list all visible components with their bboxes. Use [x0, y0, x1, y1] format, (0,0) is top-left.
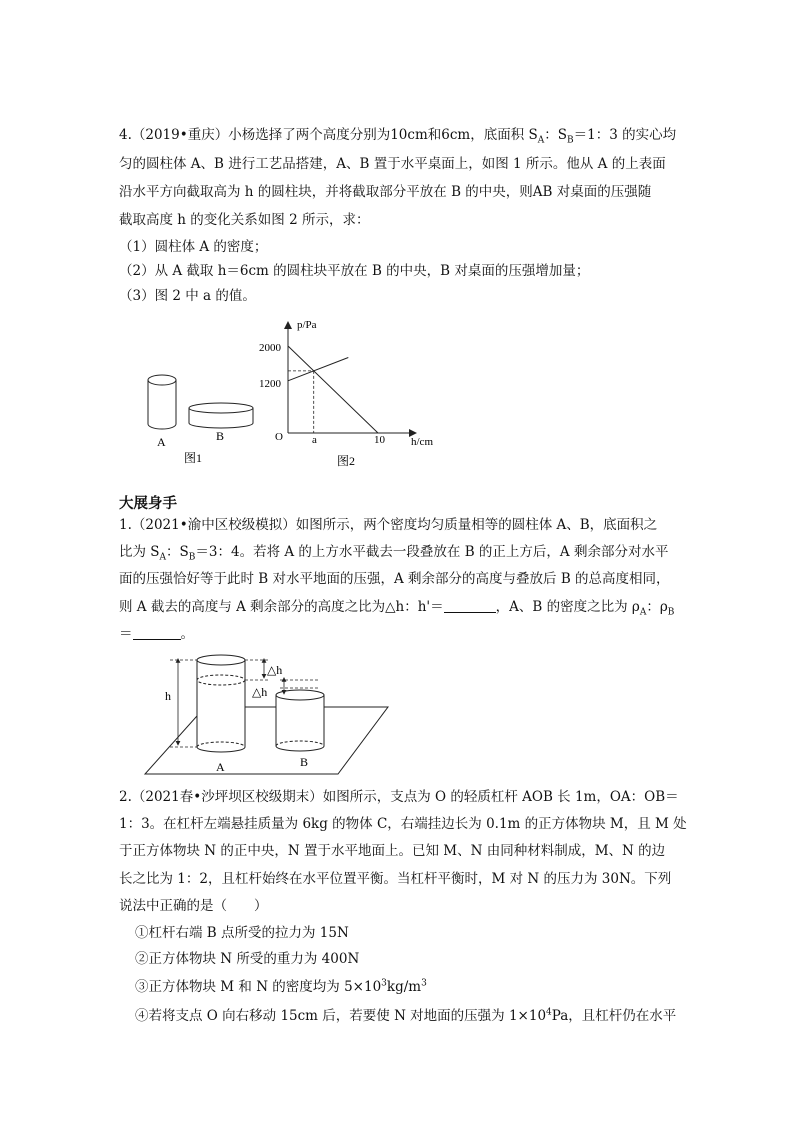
p1-line-2: 比为 $S_A$：$S_B=3$：4。若将 A 的上方水平截去一段叠放在 B 的正上方后，A 剩余部分对水平	[119, 544, 669, 563]
p1-figure	[140, 650, 400, 780]
option-1: ①杠杆右端 B 点所受的拉力为 15N	[135, 925, 349, 941]
cylinder-b-figure-label: B	[300, 755, 309, 769]
q4-line-4: 截取高度 h 的变化关系如图 2 所示，求：	[119, 212, 370, 228]
p2-line-1: 2.（2021春•沙坪坝区校级期末）如图所示，支点为 O 的轻质杠杆 AOB 长 1m，OA：OB＝	[119, 789, 679, 805]
horizontal-plane	[145, 707, 388, 774]
series-a-line	[288, 346, 378, 433]
cylinder-a-figure-label: A	[216, 760, 225, 774]
p2-line-4: 长之比为 1：2，且杠杆始终在水平位置平衡。当杠杆平衡时，M 对 N 的压力为 30N。下列	[119, 871, 672, 887]
option-3: ③正方体物块 M 和 N 的密度均为 $5\times 10^3kg/m^3$	[135, 978, 427, 995]
cylinder-a	[148, 375, 176, 429]
cylinder-a-figure	[197, 655, 245, 752]
q4-line-1: 4.（2019•重庆）小杨选择了两个高度分别为10cm和6cm，底面积 $S_A$：$S_B=1$：3 的实心均	[119, 127, 677, 146]
origin-label: O	[275, 431, 283, 443]
figure-1-caption: 图1	[184, 451, 203, 465]
cylinder-b-figure	[276, 690, 324, 751]
answer-blank-2[interactable]	[133, 626, 181, 640]
p1-line-4: 则 A 截去的高度与 A 剩余部分的高度之比为△h：h'＝ ，A、B 的密度之比为 $\rho_A$：$\rho_B$	[119, 599, 675, 618]
q4-line-2: 匀的圆柱体 A、B 进行工艺品搭建，A、B 置于水平桌面上，如图 1 所示。他从 A 的上表面	[119, 156, 666, 172]
q4-sub-question-3: （3）图 2 中 a 的值。	[119, 288, 256, 304]
q4-sub-question-2: （2）从 A 截取 h＝6cm 的圆柱块平放在 B 的中央，B 对桌面的压强增加量；	[119, 263, 590, 279]
cylinder-b-label: B	[216, 429, 225, 443]
q4-sub-question-1: （1）圆柱体 A 的密度；	[119, 239, 268, 255]
p1-line-5: ＝ 。	[119, 626, 194, 642]
p2-line-5: 说法中正确的是（ ）	[119, 898, 268, 914]
cylinder-a-label: A	[157, 435, 166, 449]
figure-1-cylinders	[140, 368, 270, 468]
delta-h-label-b: △h	[252, 685, 268, 699]
x-tick-a: a	[312, 434, 317, 446]
y-tick-2000: 2000	[259, 342, 281, 354]
p1-line-1: 1.（2021•渝中区校级模拟）如图所示，两个密度均匀质量相等的圆柱体 A、B，底面积之	[119, 517, 658, 533]
p2-line-2: 1：3。在杠杆左端悬挂质量为 6kg 的物体 C，右端挂边长为 0.1m 的正方体物块 M，且 M 处	[119, 816, 687, 832]
y-tick-1200: 1200	[259, 378, 281, 390]
figure-2-graph	[255, 315, 455, 475]
p2-line-3: 于正方体物块 N 的正中央，N 置于水平地面上。已知 M、N 由同种材料制成，M、N 的边	[119, 843, 666, 859]
figure-2-caption: 图2	[337, 454, 356, 468]
p1-line-3: 面的压强恰好等于此时 B 对水平地面的压强，A 剩余部分的高度与叠放后 B 的总高度相同，	[119, 571, 670, 587]
cylinder-b	[189, 403, 253, 428]
option-2: ②正方体物块 N 所受的重力为 400N	[135, 951, 360, 967]
y-axis-label: p/Pa	[297, 319, 317, 331]
x-axis-label: h/cm	[411, 436, 433, 448]
answer-blank-1[interactable]	[444, 599, 496, 613]
delta-h-label-a: △h	[267, 663, 283, 677]
q4-line-3: 沿水平方向截取高为 h 的圆柱块，并将截取部分平放在 B 的中央，则AB 对桌面的压强随	[119, 184, 652, 200]
height-label-h: h	[165, 689, 171, 703]
option-4: ④若将支点 O 向右移动 15cm 后，若要使 N 对地面的压强为 $1\times 10^4Pa$，且杠杆仍在水平	[135, 1007, 677, 1024]
x-tick-10: 10	[374, 434, 385, 446]
series-b-line	[288, 357, 348, 380]
section-title: 大展身手	[119, 496, 177, 512]
